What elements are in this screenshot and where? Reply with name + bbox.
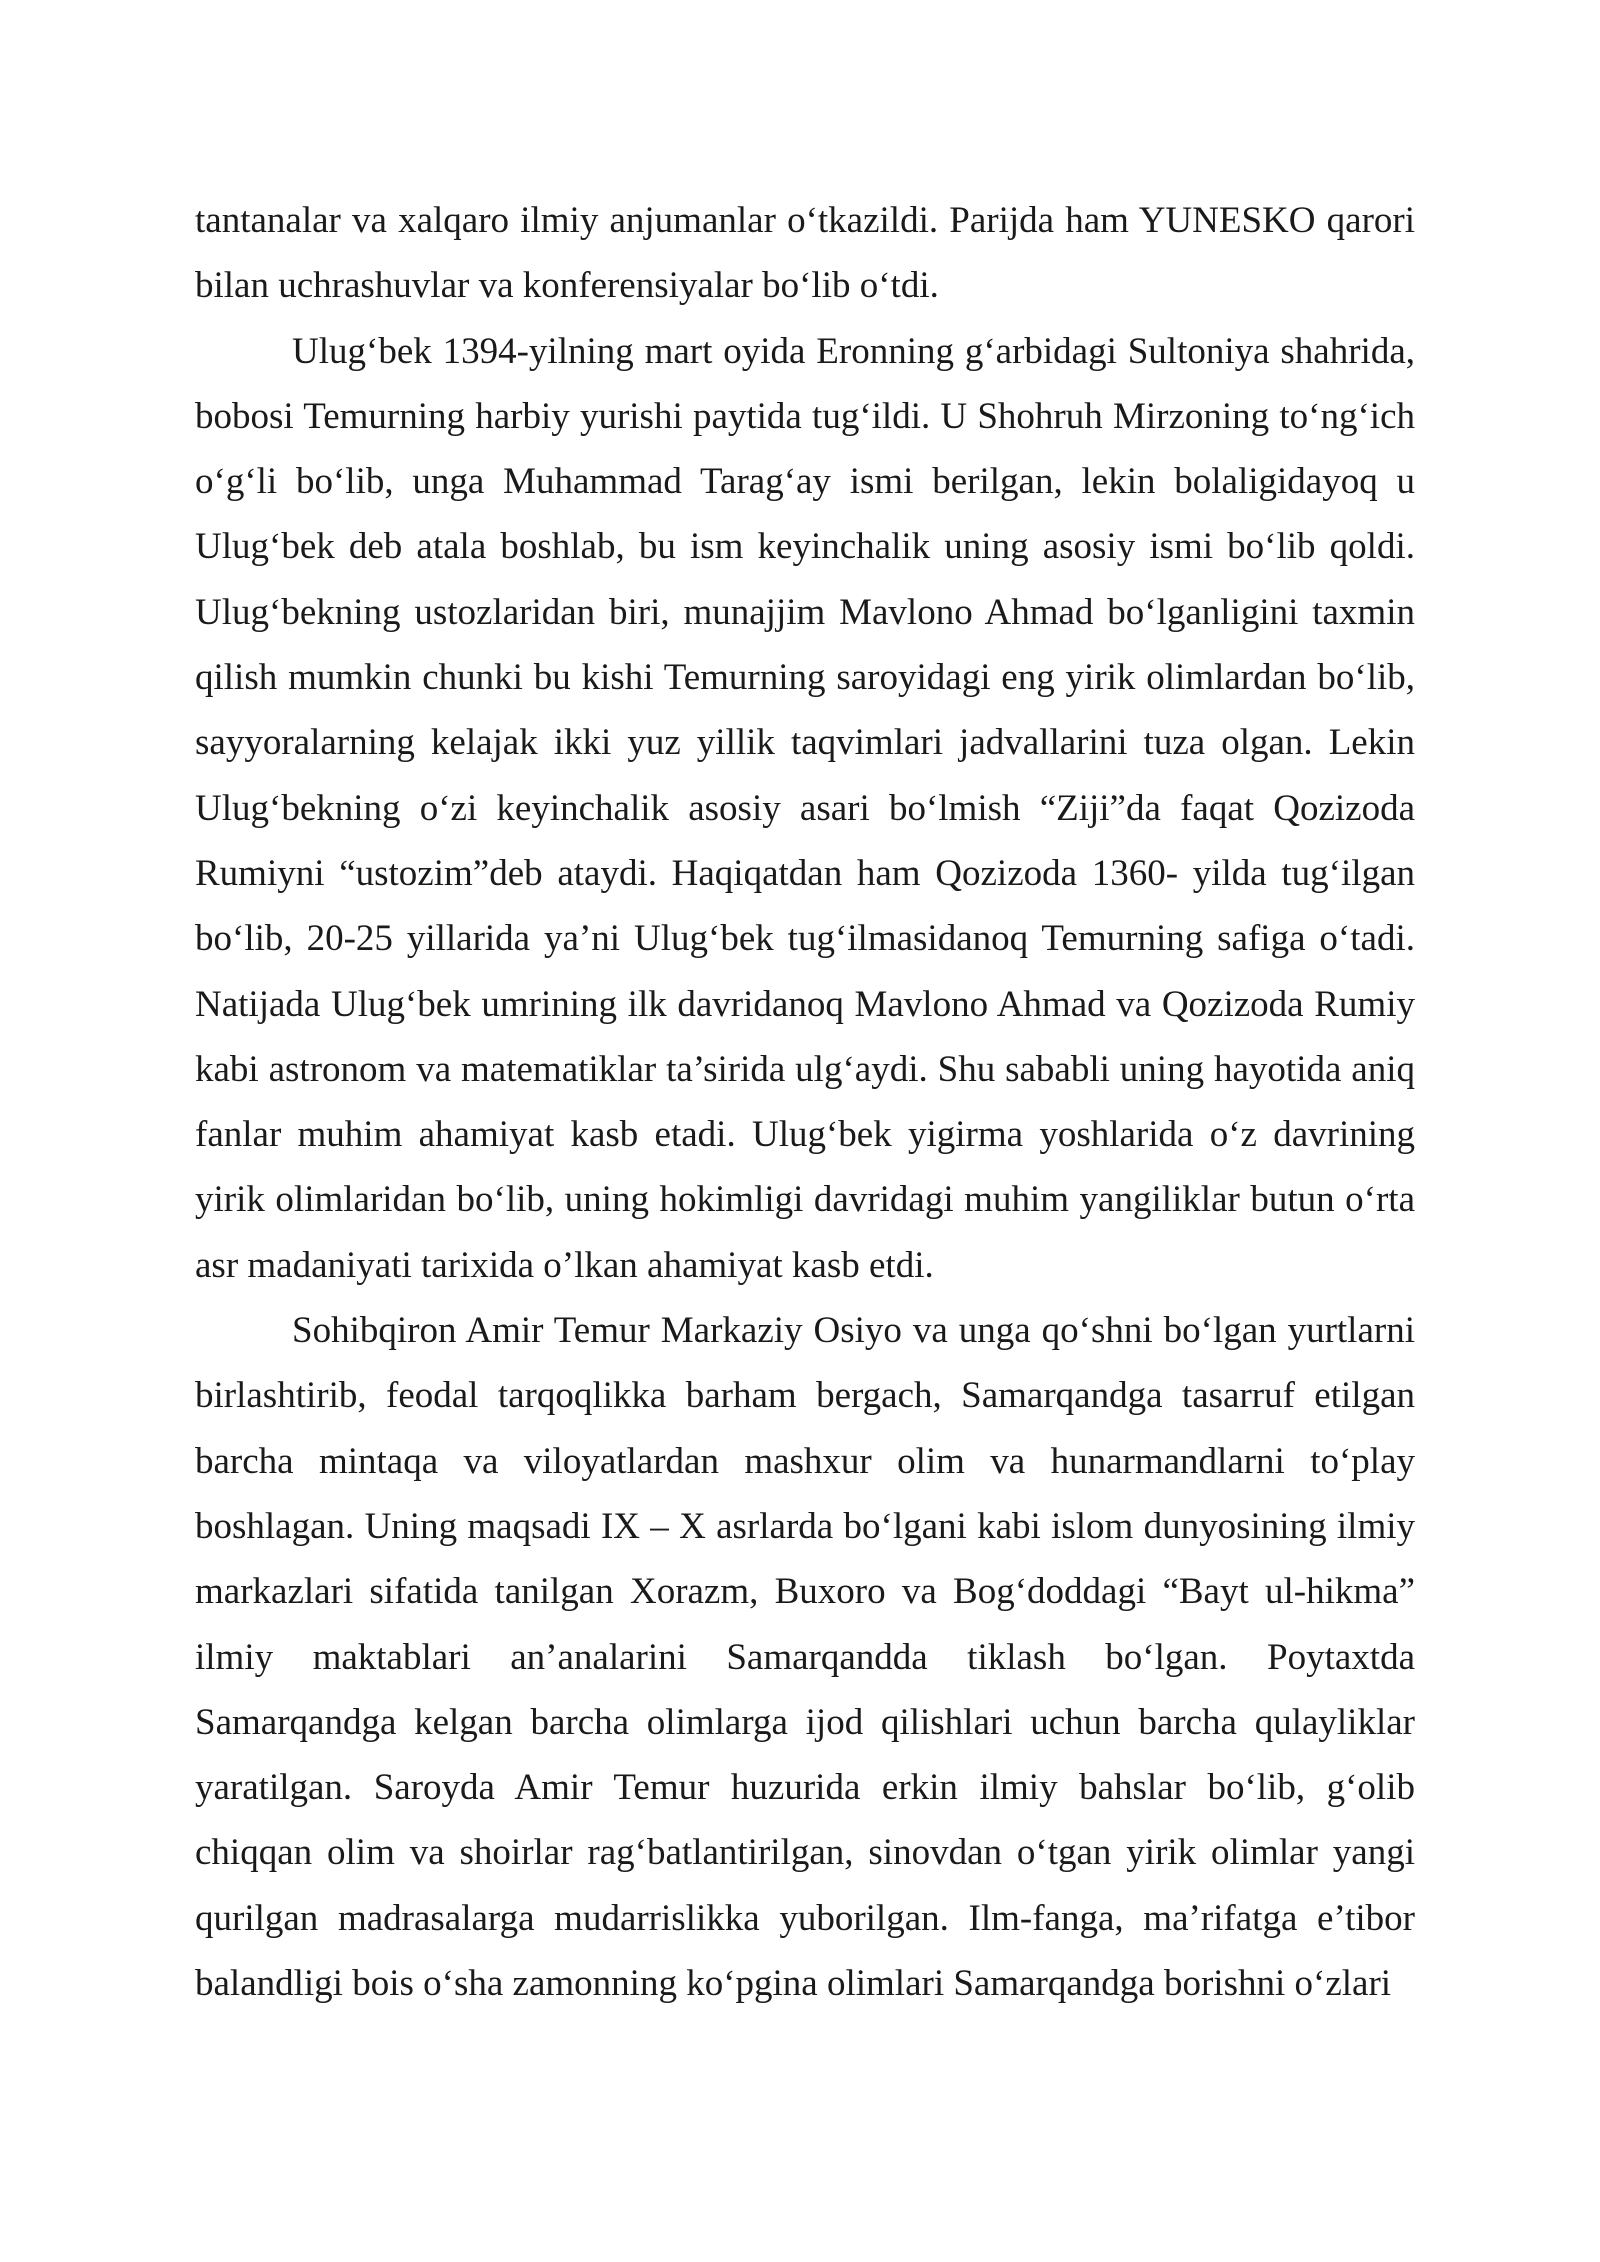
paragraph-amir-temur-samarkand: Sohibqiron Amir Temur Markaziy Osiyo va unga qo‘shni bo‘lgan yurtlarni birlashtirib, feodal tarqoqlikka barham bergach, Samarqandga tasarruf etilgan barcha mintaqa va viloyatlardan mashxur olim va hunarmandlarni to‘play boshlagan. Uning maqsadi IX – X asrlarda bo‘lgani kabi islom dunyosining ilmiy markazlari sifatida tanilgan Xorazm, Buxoro va Bog‘doddagi “Bayt ul-hikma” ilmiy maktablari an’analarini Samarqandda tiklash bo‘lgan. Poytaxtda Samarqandga kelgan barcha olimlarga ijod qilishlari uchun barcha qulayliklar yaratilgan. Saroyda Amir Temur huzurida erkin ilmiy bahslar bo‘lib, g‘olib chiqqan olim va shoirlar rag‘batlantirilgan, sinovdan o‘tgan yirik olimlar yangi qurilgan madrasalarga mudarrislikka yuborilgan. Ilm-fanga, ma’rifatga e’tibor balandligi bois o‘sha zamonning ko‘pgina olimlari Samarqandga borishni o‘zlari — [195, 1310, 1415, 2005]
paragraph-unesco-events: tantanalar va xalqaro ilmiy anjumanlar o‘tkazildi. Parijda ham YUNESKO qarori bilan uchrashuvlar va konferensiyalar bo‘lib o‘tdi. — [195, 200, 1415, 307]
paragraph-ulugbek-birth: Ulug‘bek 1394-yilning mart oyida Eronning g‘arbidagi Sultoniya shahrida, bobosi Temurning harbiy yurishi paytida tug‘ildi. U Shohruh Mirzoning to‘ng‘ich o‘g‘li bo‘lib, unga Muhammad Tarag‘ay ismi berilgan, lekin bolaligidayoq u Ulug‘bek deb atala boshlab, bu ism keyinchalik uning asosiy ismi bo‘lib qoldi. Ulug‘bekning ustozlaridan biri, munajjim Mavlono Ahmad bo‘lganligini taxmin qilish mumkin chunki bu kishi Temurning saroyidagi eng yirik olimlardan bo‘lib, sayyoralarning kelajak ikki yuz yillik taqvimlari jadvallarini tuza olgan. Lekin Ulug‘bekning o‘zi keyinchalik asosiy asari bo‘lmish “Ziji”da faqat Qozizoda Rumiyni “ustozim”deb ataydi. Haqiqatdan ham Qozizoda 1360- yilda tug‘ilgan bo‘lib, 20-25 yillarida ya’ni Ulug‘bek tug‘ilmasidanoq Temurning safiga o‘tadi. Natijada Ulug‘bek umrining ilk davridanoq Mavlono Ahmad va Qozizoda Rumiy kabi astronom va matematiklar ta’sirida ulg‘aydi. Shu sababli uning hayotida aniq fanlar muhim ahamiyat kasb etadi. Ulug‘bek yigirma yoshlarida o‘z davrining yirik olimlaridan bo‘lib, uning hokimligi davridagi muhim yangiliklar butun o‘rta asr madaniyati tarixida o’lkan ahamiyat kasb etdi. — [195, 330, 1415, 1286]
document-body — [195, 188, 1415, 2016]
